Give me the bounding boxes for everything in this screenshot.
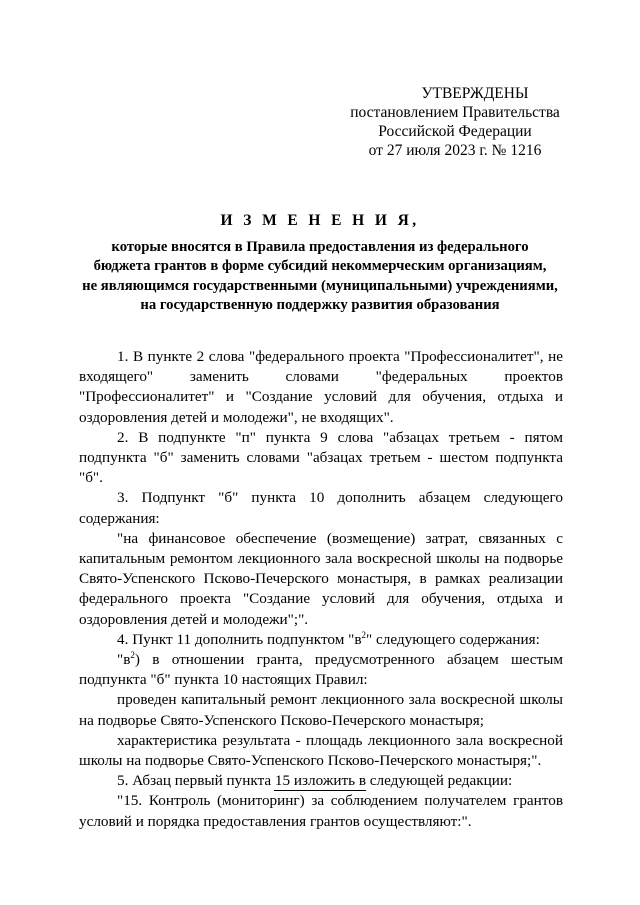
superscript: 2: [130, 650, 135, 661]
approval-block: [340, 84, 570, 160]
subtitle-line: на государственную поддержку развития образования: [140, 297, 500, 314]
end-divider: [274, 790, 366, 791]
approval-line-2: Российской Федерации: [378, 123, 532, 140]
document-body: [79, 347, 563, 832]
paragraph-4-insert-text: ) в отношении гранта, предусмотренного абзацем шестым подпункта "б" пункта 10 настоящих Правил:: [79, 651, 563, 689]
paragraph-4-text-end: " следующего содержания:: [366, 630, 540, 648]
superscript: 2: [361, 629, 367, 640]
paragraph-4-item-2: характеристика результата - площадь лекционного зала воскресной школы на подворье Свято-Успенского Псково-Печерского монастыря;".: [79, 731, 563, 770]
approval-line-3: от 27 июля 2023 г. № 1216: [368, 142, 542, 159]
approval-title: УТВЕРЖДЕНЫ: [421, 85, 529, 102]
subtitle-line: которые вносятся в Правила предоставления из федерального: [111, 239, 529, 255]
subtitle-line: бюджета грантов в форме субсидий некоммерческим организациям,: [93, 258, 547, 275]
document-subtitle: [60, 238, 580, 316]
paragraph-4-item-1: проведен капитальный ремонт лекционного зала воскресной школы на подворье Свято-Успенского Псково-Печерского монастыря;: [79, 691, 563, 729]
approval-line-1: постановлением Правительства: [350, 104, 560, 121]
paragraph-2: 2. В подпункте "п" пункта 9 слова "абзацах третьем - пятом подпункта "б" заменить словами "абзацах третьем - шестом подпункта "б".: [79, 428, 563, 487]
paragraph-5-insert: "15. Контроль (мониторинг) за соблюдением получателем грантов условий и порядка предоставления грантов осуществляют:".: [79, 792, 563, 830]
document-title: И З М Е Н Е Н И Я,: [220, 212, 420, 229]
paragraph-4-insert-start: "в: [117, 651, 131, 669]
paragraph-4-insert: [79, 650, 563, 690]
paragraph-3-insert: "на финансовое обеспечение (возмещение) затрат, связанных с капитальным ремонтом лекционного зала воскресной школы на подворье Свято-Успенского Псково-Печерского монастыря, в рамках реализации федерального проекта "Создание условий для обучения, отдыха и оздоровления детей и молодежи";".: [79, 529, 563, 628]
paragraph-1: 1. В пункте 2 слова "федерального проекта "Профессионалитет", не входящего" заменить словами "федеральных проектов "Профессионалитет" и "Создание условий для обучения, отдыха и оздоровления детей и молодежи", не входящих".: [79, 348, 563, 426]
paragraph-4-text: 4. Пункт 11 дополнить подпунктом "в: [117, 630, 362, 648]
subtitle-line: не являющимся государственными (муниципальными) учреждениями,: [82, 277, 558, 294]
paragraph-4: [79, 630, 563, 650]
paragraph-3: 3. Подпункт "б" пункта 10 дополнить абзацем следующего содержания:: [79, 489, 563, 527]
paragraph-5: 5. Абзац первый пункта 15 изложить в следующей редакции:: [117, 772, 513, 790]
